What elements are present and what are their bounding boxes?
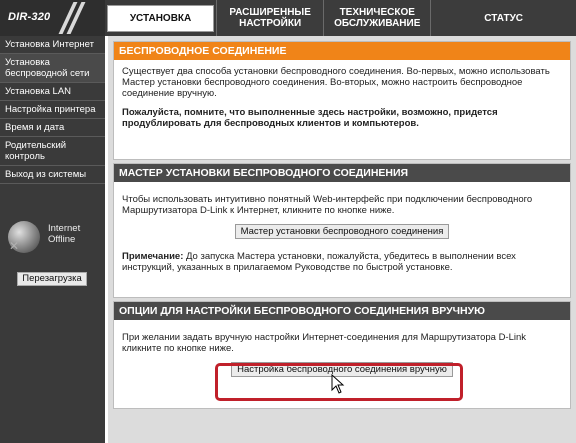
wireless-warning-text: Пожалуйста, помните, что выполненные здесь настройки, возможно, придется продублировать для беспроводных клиентов и компьютеров. xyxy=(122,107,498,129)
mouse-cursor-icon xyxy=(331,374,345,394)
manual-setup-button[interactable]: Настройка беспроводного соединения вручную xyxy=(231,362,453,377)
internet-status-value: Offline xyxy=(48,234,76,245)
wizard-note-label: Примечание: xyxy=(122,251,184,262)
model-name: DIR-320 xyxy=(8,11,51,23)
sidebar-item-printer[interactable]: Настройка принтера xyxy=(0,101,105,119)
wizard-note xyxy=(122,251,562,273)
sidebar xyxy=(0,36,105,443)
page-title: БЕСПРОВОДНОЕ СОЕДИНЕНИЕ xyxy=(114,42,570,60)
wizard-text: Чтобы использовать интуитивно понятный Web-интерфейс при подключении беспроводного Маршрутизатора D-Link к Интернет, кликните по кнопке ниже. xyxy=(122,194,533,216)
sidebar-item-logout[interactable]: Выход из системы xyxy=(0,166,105,184)
sidebar-item-wireless-setup[interactable]: Установка беспроводной сети xyxy=(0,54,105,83)
sidebar-item-time-date[interactable]: Время и дата xyxy=(0,119,105,137)
tab-status[interactable]: СТАТУС xyxy=(430,0,576,36)
top-header xyxy=(0,0,576,36)
manual-panel-title: ОПЦИИ ДЛЯ НАСТРОЙКИ БЕСПРОВОДНОГО СОЕДИНЕНИЯ ВРУЧНУЮ xyxy=(114,302,570,320)
reboot-button[interactable]: Перезагрузка xyxy=(17,272,87,286)
offline-x-icon: ✕ xyxy=(9,239,20,253)
tab-advanced[interactable]: РАСШИРЕННЫЕ НАСТРОЙКИ xyxy=(216,0,323,36)
wireless-intro-text: Существует два способа установки беспроводного соединения. Во-первых, можно использовать Мастер установки беспроводного соединения. Во-вторых, можно настроить беспроводное соединение вручную. xyxy=(122,66,550,99)
internet-status-label: Internet xyxy=(48,223,81,234)
wizard-note-text: До запуска Мастера установки, пожалуйста, убедитесь в выполнении всех инструкций, указанных в прилагаемом Руководстве по быстрой установке. xyxy=(122,251,516,273)
manual-text: При желании задать вручную настройки Интернет-соединения для Маршрутизатора D-Link кликните по кнопке ниже. xyxy=(122,332,527,354)
sidebar-item-lan-setup[interactable]: Установка LAN xyxy=(0,83,105,101)
wizard-button[interactable]: Мастер установки беспроводного соединения xyxy=(235,224,450,239)
wizard-panel-title: МАСТЕР УСТАНОВКИ БЕСПРОВОДНОГО СОЕДИНЕНИЯ xyxy=(114,164,570,182)
main-tabs xyxy=(105,0,576,36)
wireless-connection-panel xyxy=(113,41,571,160)
sidebar-item-internet-setup[interactable]: Установка Интернет xyxy=(0,36,105,54)
tab-setup[interactable]: УСТАНОВКА xyxy=(107,5,214,32)
wizard-panel xyxy=(113,163,571,298)
sidebar-item-parental-control[interactable]: Родительский контроль xyxy=(0,137,105,166)
brand-block xyxy=(0,0,105,36)
tab-maintenance[interactable]: ТЕХНИЧЕСКОЕ ОБСЛУЖИВАНИЕ xyxy=(323,0,430,36)
internet-status xyxy=(6,219,101,259)
